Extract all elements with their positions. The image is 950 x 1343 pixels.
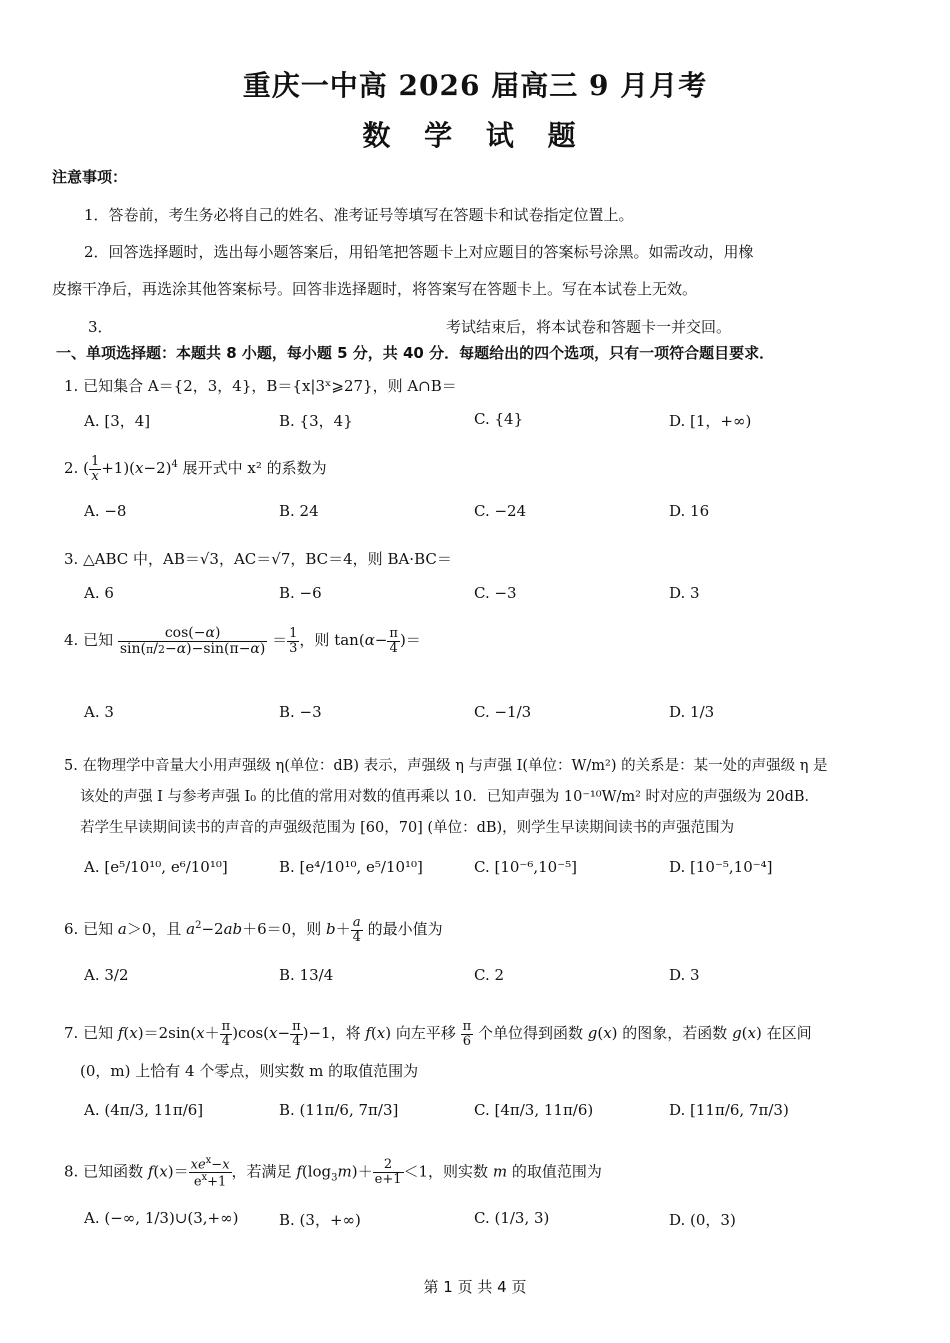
question-4-option-b: B. −3 (279, 703, 322, 721)
question-7-option-c: C. [4π/3, 11π/6) (474, 1101, 594, 1119)
question-2-option-b: B. 24 (279, 502, 319, 520)
question-2-stem (64, 455, 327, 483)
question-5-line-3: 若学生早读期间读书的声音的声强级范围为 [60，70] (单位：dB)，则学生早读期间读书的声强范围为 (80, 820, 735, 836)
question-3-option-d: D. 3 (669, 584, 700, 602)
question-3-option-c: C. −3 (474, 584, 517, 602)
notice-heading: 注意事项： (52, 168, 128, 186)
question-7-line-1: 7. 已知 f(x)＝2sin(x＋ $\frac{\pi}{4}$ )cos(x− $\frac{\pi}{4}$ )−1，将 f(x) 向左平移 $\frac{\pi}{6}$ 个单位得到函数 g(x) 的图象，若函数 g(x) 在区间 (64, 1019, 812, 1049)
question-6-option-a: A. 3/2 (84, 966, 129, 984)
section-1-heading: 一、单项选择题：本题共 8 小题，每小题 5 分，共 40 分．每题给出的四个选项，只有一项符合题目要求． (56, 344, 775, 362)
question-5-option-a: A. [e⁵/10¹⁰, e⁶/10¹⁰] (84, 858, 228, 876)
question-1-option-c: C. {4} (474, 410, 524, 428)
question-6-stem: 6. 已知 a＞0，且 $a^2-2ab+6=0$，则 b＋ $\frac{a}{4}$ 的最小值为 (64, 915, 443, 945)
question-5-option-b: B. [e⁴/10¹⁰, e⁵/10¹⁰] (279, 858, 423, 876)
exam-title: 重庆一中高 2026 届高三 9 月月考 (242, 69, 708, 102)
question-8-option-c: C. (1/3, 3) (474, 1209, 550, 1227)
question-3-option-a: A. 6 (84, 584, 114, 602)
subject-title: 数 学 试 题 (362, 119, 588, 152)
question-8-option-d: D. (0，3) (669, 1211, 736, 1229)
question-8-option-b: B. (3，+∞) (279, 1211, 361, 1229)
question-6-option-d: D. 3 (669, 966, 700, 984)
question-2-option-d: D. 16 (669, 502, 710, 520)
page-footer: 第 1 页 共 4 页 (423, 1278, 527, 1296)
question-2-option-c: C. −24 (474, 502, 527, 520)
question-6-option-b: B. 13/4 (279, 966, 334, 984)
notice-item-3-number: 3． (88, 318, 113, 336)
question-1-stem: 1. 已知集合 A＝{2，3，4}，B＝{x|3ˣ⩾27}，则 A∩B＝ (64, 377, 457, 395)
notice-item-2-line-1: 2．回答选择题时，选出每小题答案后，用铅笔把答题卡上对应题目的答案标号涂黑。如需改动，用橡 (84, 243, 754, 261)
question-5-option-c: C. [10⁻⁶,10⁻⁵] (474, 858, 577, 876)
question-5-option-d: D. [10⁻⁵,10⁻⁴] (669, 858, 773, 876)
question-1-option-d: D. [1，+∞) (669, 412, 752, 430)
question-4-option-c: C. −1/3 (474, 703, 532, 721)
question-6-option-c: C. 2 (474, 966, 505, 984)
question-4-option-d: D. 1/3 (669, 703, 715, 721)
question-1-option-b: B. {3，4} (279, 412, 353, 430)
question-7-option-d: D. [11π/6, 7π/3) (669, 1101, 789, 1119)
question-3-stem: 3. △ABC 中，AB＝√3，AC＝√7，BC＝4，则 BA·BC＝ (64, 550, 452, 568)
question-1-option-a: A. [3，4] (84, 412, 151, 430)
notice-item-2-line-2: 皮擦干净后，再选涂其他答案标号。回答非选择题时，将答案写在答题卡上。写在本试卷上无效。 (52, 280, 698, 298)
question-4-option-a: A. 3 (84, 703, 114, 721)
question-5-line-1: 5. 在物理学中音量大小用声强级 η(单位：dB) 表示，声强级 η 与声强 I(单位：W/m²) 的关系是：某一处的声强级 η 是 (64, 758, 828, 774)
notice-item-3-text: 考试结束后，将本试卷和答题卡一并交回。 (446, 318, 732, 336)
question-8-option-a: A. (−∞, 1/3)∪(3,+∞) (84, 1209, 239, 1227)
question-3-option-b: B. −6 (279, 584, 322, 602)
notice-item-1: 1．答卷前，考生务必将自己的姓名、准考证号等填写在答题卡和试卷指定位置上。 (84, 206, 634, 224)
question-4-stem: 4. 已知 $\frac{\cos(-\alpha)}{\sin(\pi/2-\alpha)-\sin(\pi-\alpha)}$ ＝ $\frac{1}{3}$ ，则 tan(α− $\frac{\pi}{4}$ )＝ (64, 625, 421, 657)
question-5-line-2: 该处的声强 I 与参考声强 I₀ 的比值的常用对数的值再乘以 10．已知声强为 10⁻¹⁰W/m² 时对应的声强级为 20dB． (80, 789, 820, 805)
question-2-stem-text: 展开式中 x² 的系数为 (182, 459, 327, 478)
question-8-stem: 8. 已知函数 f(x)＝ $\frac{xe^x-x}{e^x+1}$ ，若满足 $f(\log_3m)+$ $\frac{2}{e+1}$ ＜1，则实数 m 的取值范围为 (64, 1155, 602, 1190)
question-7-line-2: (0，m) 上恰有 4 个零点，则实数 m 的取值范围为 (80, 1062, 419, 1080)
question-2-expression: 2. ( $\frac{1}{x}$ $+1)(x-2)^4$ (64, 454, 178, 484)
question-2-option-a: A. −8 (84, 502, 127, 520)
question-7-option-b: B. (11π/6, 7π/3] (279, 1101, 399, 1119)
question-7-option-a: A. (4π/3, 11π/6] (84, 1101, 204, 1119)
